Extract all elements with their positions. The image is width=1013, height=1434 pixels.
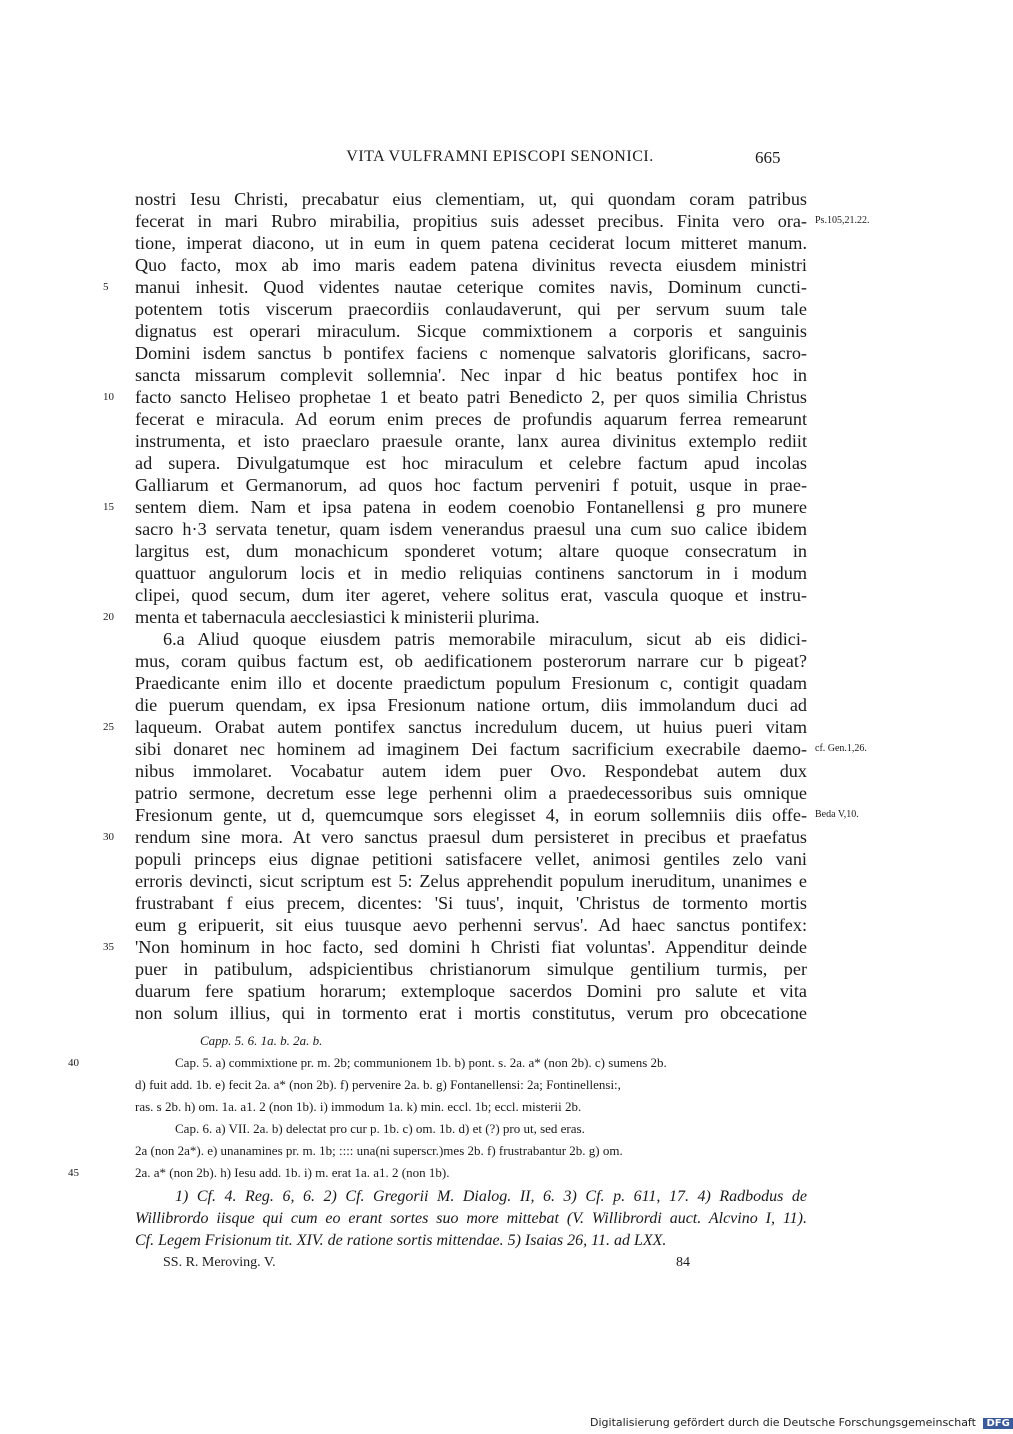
text-line: populi princeps eius dignae petitioni satisfacere vellet, animosi gentiles zelo vani [135, 849, 807, 869]
dfg-funding-notice [590, 1416, 1013, 1429]
text-line: dignatus est operari miraculum. Sicque commixtionem a corporis et sanguinis [135, 321, 807, 341]
text-line: Fresionum gente, ut d, quemcumque sors elegisset 4, in eorum sollemniis diis offe- [135, 805, 807, 825]
text-line: largitus est, dum monachicum sponderet votum; altare quoque consecratum in [135, 541, 807, 561]
margin-reference: Beda V,10. [815, 809, 859, 820]
dfg-notice-text: Digitalisierung gefördert durch die Deutsche Forschungsgemeinschaft [590, 1416, 976, 1429]
footer-signature: SS. R. Meroving. V. [163, 1255, 276, 1270]
text-line: Galliarum et Germanorum, ad quos hoc factum perveniri f potuit, usque in prae- [135, 475, 807, 495]
line-number: 30 [103, 831, 114, 843]
text-line: instrumenta, et isto praeclaro praesule orante, lanx aurea divinitus extemplo rediit [135, 431, 807, 451]
text-line: patrio sermone, decretum esse lege perhenni olim a praedecessoribus suis omnique [135, 783, 807, 803]
margin-reference: cf. Gen.1,26. [815, 743, 867, 754]
apparatus-line: d) fuit add. 1b. e) fecit 2a. a* (non 2b). f) pervenire 2a. b. g) Fontanellensi: 2a; Fontinellensi:, [135, 1077, 621, 1092]
footnote-line: Cf. Legem Frisionum tit. XIV. de ratione sortis mittendae. 5) Isaias 26, 11. ad LXX. [135, 1232, 667, 1249]
text-line: eum g eripuerit, sit eius tuusque aevo perhenni servus'. Ad haec sanctus pontifex: [135, 915, 807, 935]
text-line: nostri Iesu Christi, precabatur eius clementiam, ut, qui quondam coram patribus [135, 189, 807, 209]
apparatus-line: 2a (non 2a*). e) unanamines pr. m. 1b; :::: una(ni superscr.)mes 2b. f) frustrabantur 2b. g) om. [135, 1143, 623, 1158]
text-line: puer in patibulum, adspicientibus christianorum simulque gentilium turmis, per [135, 959, 807, 979]
apparatus-text: Cap. 5. a) commixtione pr. m. 2b; communionem 1b. b) pont. s. 2a. a* (non 2b). c) sumens 2b. [175, 1055, 667, 1070]
line-number: 20 [103, 611, 114, 623]
text-line: potentem totis viscerum praecordiis conlaudaverunt, qui per servum suum tale [135, 299, 807, 319]
footer-sheet-number: 84 [676, 1255, 690, 1270]
text-line: ad supera. Divulgatumque est hoc miraculum et celebre factum apud incolas [135, 453, 807, 473]
text-line: sentem diem. Nam et ipsa patena in eodem coenobio Fontanellensi g pro munere [135, 497, 807, 517]
text-line: fecerat e miracula. Ad eorum enim preces de profundis aquarum ferrea remearunt [135, 409, 807, 429]
text-line: quattuor angulorum locis et in medio reliquias continens sanctorum in i modum [135, 563, 807, 583]
text-line: mus, coram quibus factum est, ob aedificationem posterorum narrare cur b pigeat? [135, 651, 807, 671]
line-number: 15 [103, 501, 114, 513]
text-line: manui inhesit. Quod videntes nautae ceterique comites navis, Dominum cuncti- [135, 277, 807, 297]
line-number: 40 [68, 1057, 79, 1069]
text-line: nibus immolaret. Vocabatur autem idem puer Ovo. Respondebat autem dux [135, 761, 807, 781]
apparatus-line: ras. s 2b. h) om. 1a. a1. 2 (non 1b). i) immodum 1a. k) min. eccl. 1b; eccl. misterii 2b. [135, 1099, 582, 1114]
text-line: 'Non hominum in hoc facto, sed domini h Christi fiat voluntas'. Appenditur deinde [135, 937, 807, 957]
text-line: laqueum. Orabat autem pontifex sanctus incredulum ducem, ut huius pueri vitam [135, 717, 807, 737]
apparatus-line [68, 1162, 810, 1184]
paragraph-start-line: 6.a Aliud quoque eiusdem patris memorabile miraculum, sicut ab eis didici- [163, 629, 807, 649]
margin-reference: Ps.105,21.22. [815, 215, 870, 226]
text-line: Quo facto, mox ab imo maris eadem patena divinitus revecta eiusdem ministri [135, 255, 807, 275]
text-line: non solum illius, qui in tormento erat i mortis constitutus, verum pro obcecatione [135, 1003, 807, 1023]
line-number: 10 [103, 391, 114, 403]
text-line: sancta missarum complevit sollemnia'. Nec inpar d hic beatus pontifex hoc in [135, 365, 807, 385]
footnotes [135, 1186, 807, 1252]
page-header-title: VITA VULFRAMNI EPISCOPI SENONICI. [346, 148, 654, 165]
footnote-line: 1) Cf. 4. Reg. 6, 6. 2) Cf. Gregorii M. Dialog. II, 6. 3) Cf. p. 611, 17. 4) Radbodus de [175, 1188, 807, 1205]
text-line: frustrabant f eius precem, dicentes: 'Si tuus', inquit, 'Christus de tormento mortis [135, 893, 807, 913]
text-line: tione, imperat diacono, ut in eum in quem patena ceciderat locum mitteret manum. [135, 233, 807, 253]
text-line: sacro h·3 servata tenetur, quam isdem venerandus praesul una cum suo calice ibidem [135, 519, 807, 539]
dfg-logo: DFG [983, 1418, 1012, 1429]
line-number: 25 [103, 721, 114, 733]
line-number: 5 [103, 281, 109, 293]
text-line: sibi donaret nec hominem ad imaginem Dei factum sacrificium execrabile daemo- [135, 739, 807, 759]
critical-apparatus [68, 1030, 810, 1184]
apparatus-line [68, 1052, 810, 1074]
text-line: menta et tabernacula aecclesiastici k ministerii plurima. [135, 607, 540, 627]
text-line: die puerum quendam, ex ipsa Fresionum natione ortum, diis immolandum duci ad [135, 695, 807, 715]
apparatus-line: Capp. 5. 6. 1a. b. 2a. b. [200, 1033, 323, 1048]
page-number: 665 [755, 148, 781, 167]
apparatus-line: Cap. 6. a) VII. 2a. b) delectat pro cur p. 1b. c) om. 1b. d) et (?) pro ut, sed eras. [175, 1121, 585, 1136]
body-text [103, 188, 870, 1024]
text-line: erroris devincti, sicut scriptum est 5: Zelus apprehendit populum ineruditum, unanimes e [135, 871, 807, 891]
text-line: Domini isdem sanctus b pontifex faciens c nomenque salvatoris glorificans, sacro- [135, 343, 807, 363]
line-number: 45 [68, 1167, 79, 1179]
footnote-line: Willibrordo iisque qui cum eo erant sortes suo more mittebat (V. Willibrordi auct. Alcvino I, 11). [135, 1210, 807, 1227]
line-number: 35 [103, 941, 114, 953]
text-line: facto sancto Heliseo prophetae 1 et beato patri Benedicto 2, per quos similia Christus [135, 387, 807, 407]
apparatus-text: 2a. a* (non 2b). h) Iesu add. 1b. i) m. erat 1a. a1. 2 (non 1b). [135, 1165, 450, 1180]
text-line: clipei, quod secum, dum iter ageret, vehere solitus erat, vascula quoque et instru- [135, 585, 807, 605]
text-line: Praedicante enim illo et docente praedictum populum Fresionum c, contigit quadam [135, 673, 807, 693]
text-line: duarum fere spatium horarum; extemploque sacerdos Domini pro salute et vita [135, 981, 807, 1001]
text-line: rendum sine mora. At vero sanctus praesul dum persisteret in precibus et praefatus [135, 827, 807, 847]
text-line: fecerat in mari Rubro mirabilia, propitius suis adesset precibus. Finita vero ora- [135, 211, 807, 231]
